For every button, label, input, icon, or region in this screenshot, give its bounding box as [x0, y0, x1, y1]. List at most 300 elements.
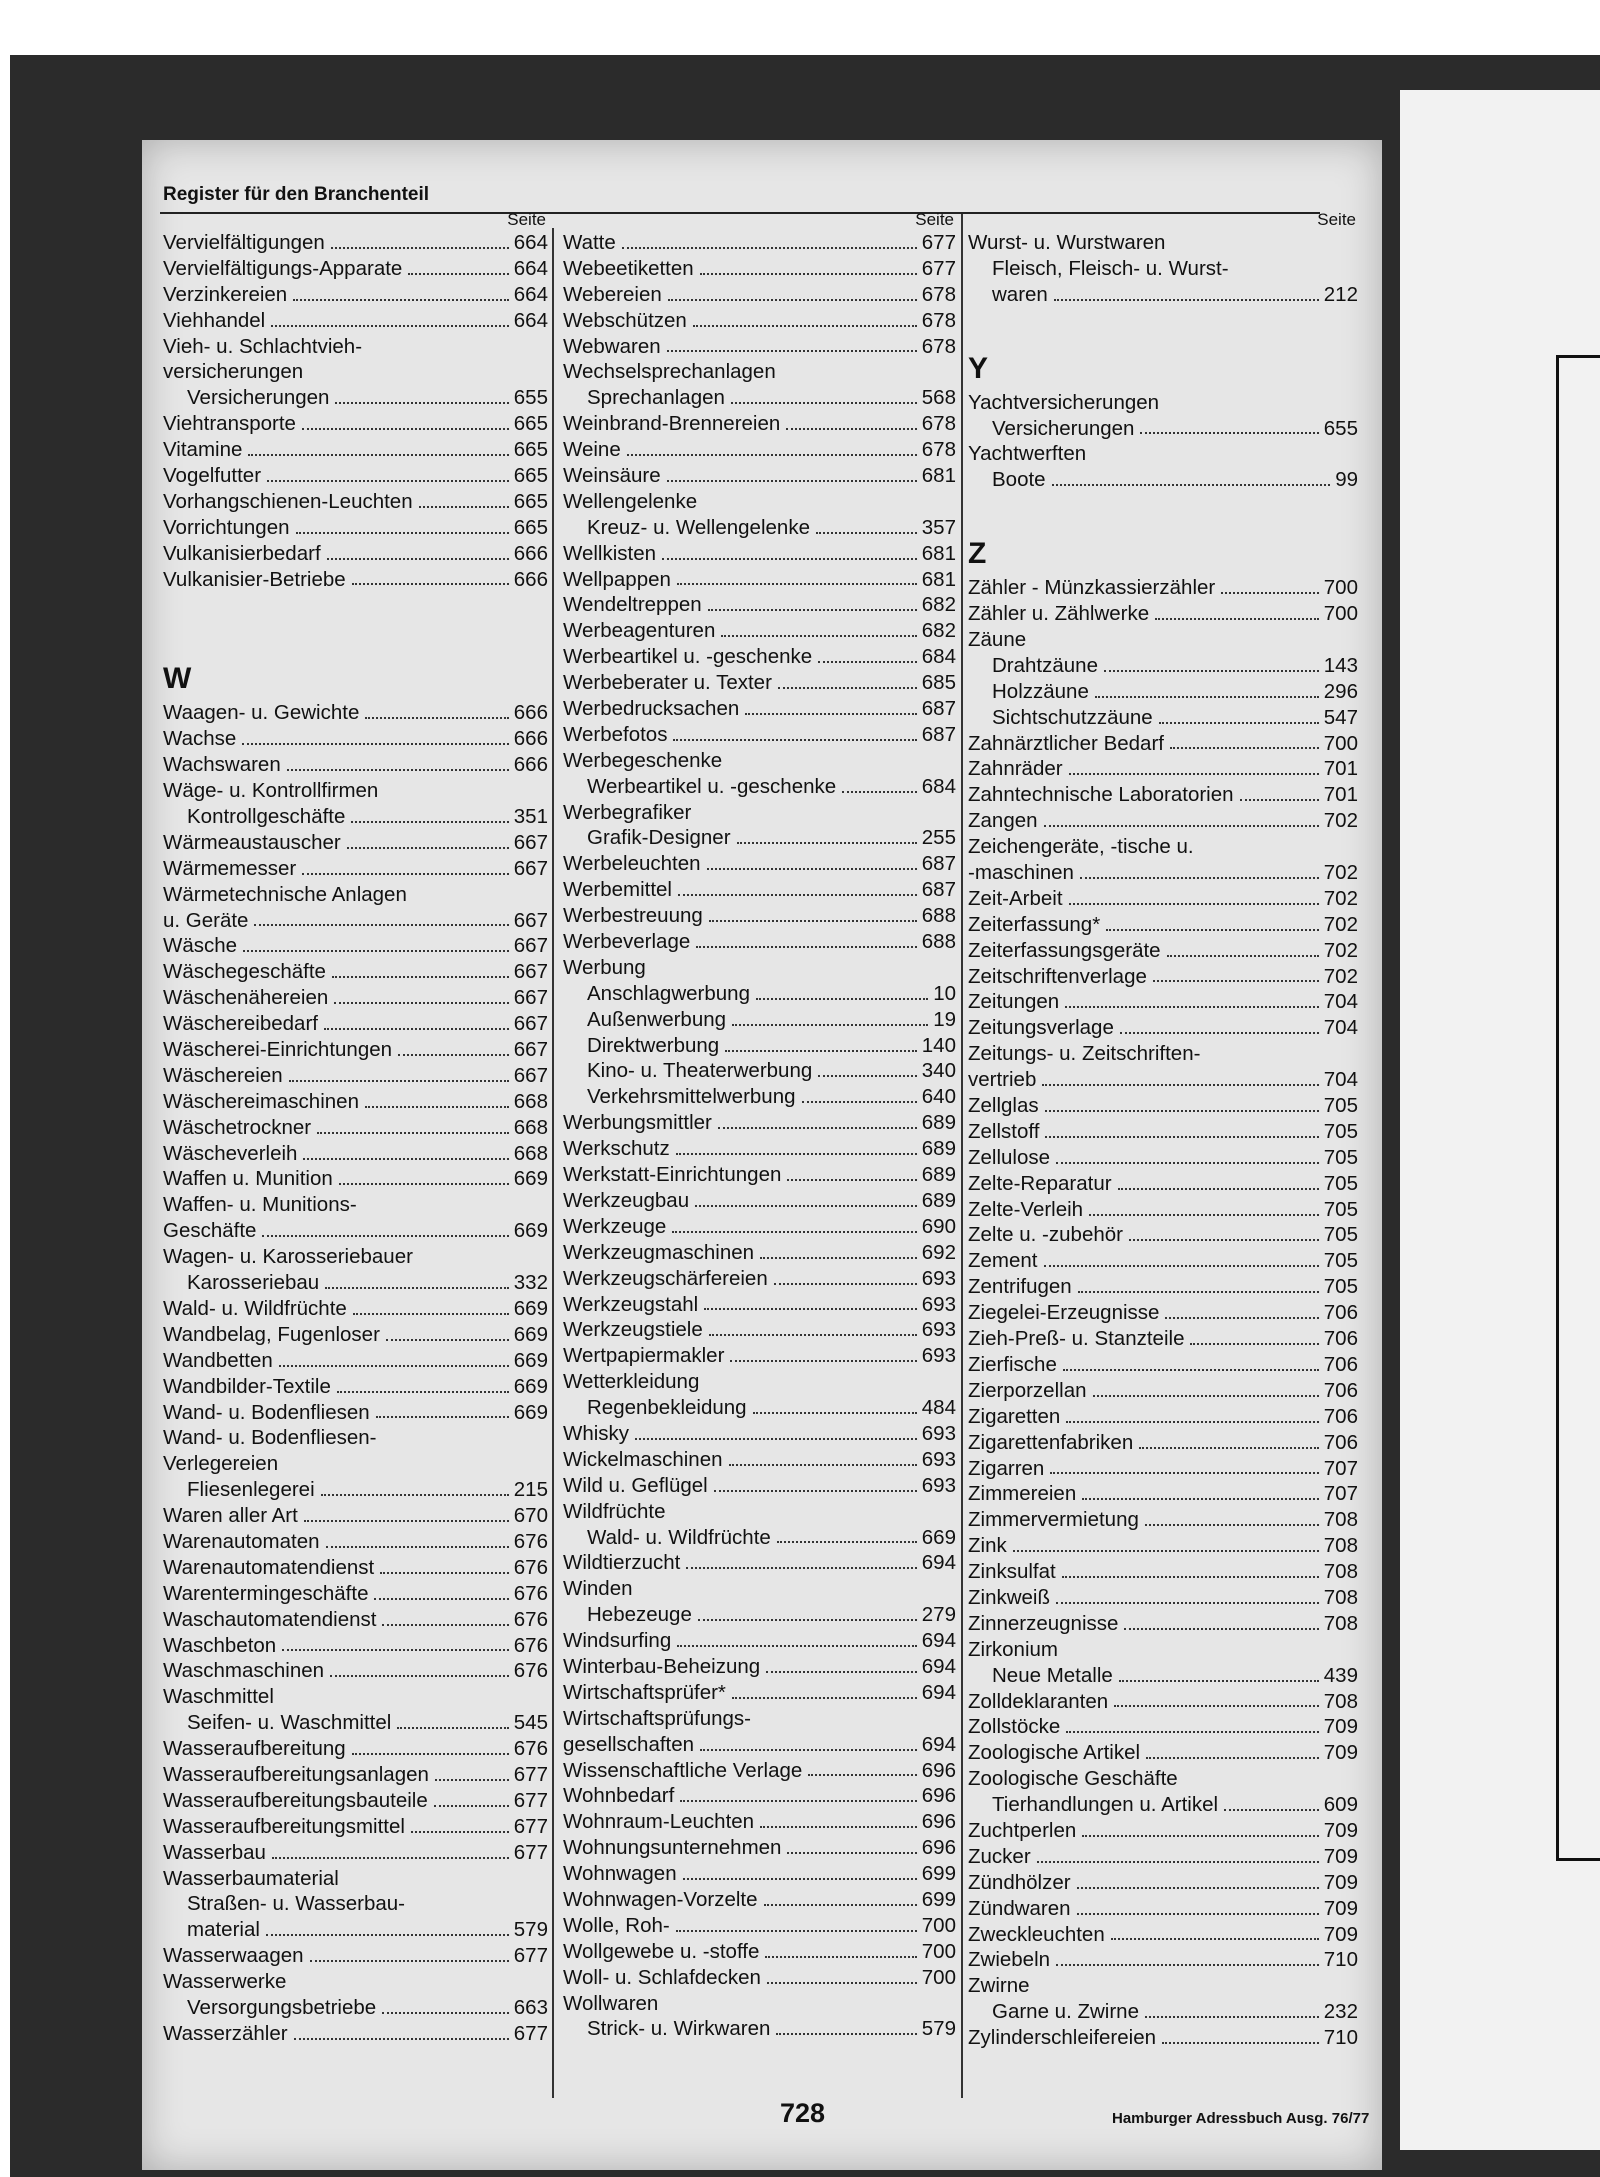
leader-dots: [374, 1598, 508, 1600]
page-ref: 699: [921, 1862, 956, 1886]
page-ref: 665: [513, 438, 548, 462]
index-entry: [163, 1503, 548, 1529]
leader-dots: [1065, 1006, 1319, 1008]
leader-dots: [317, 1132, 509, 1134]
page-ref: 693: [921, 1318, 956, 1342]
entry-term: Holzzäune: [992, 679, 1089, 703]
page-ref: 702: [1323, 861, 1358, 885]
index-entry: [163, 882, 548, 908]
entry-term: Werbeagenturen: [563, 619, 716, 643]
page-ref: 708: [1323, 1611, 1358, 1635]
page-ref: 699: [921, 1887, 956, 1911]
entry-term: Winterbau-Beheizung: [563, 1654, 761, 1678]
page-ref: 696: [921, 1758, 956, 1782]
entry-term: Windsurfing: [563, 1629, 672, 1653]
page-ref: 684: [921, 645, 956, 669]
index-entry: [563, 1473, 956, 1499]
leader-dots: [267, 480, 509, 482]
index-entry: [563, 618, 956, 644]
entry-term: Boote: [992, 468, 1046, 492]
index-subentry: [968, 416, 1358, 442]
page-ref: 677: [513, 1944, 548, 1968]
page-ref: 694: [921, 1680, 956, 1704]
index-entry: [968, 1378, 1358, 1404]
entry-term: gesellschaften: [563, 1732, 695, 1756]
entry-term: Zinnerzeugnisse: [968, 1611, 1119, 1635]
entry-term: Wasserzähler: [163, 2021, 288, 2045]
leader-dots: [1078, 1291, 1319, 1293]
entry-term: Grafik-Designer: [587, 826, 731, 850]
entry-term: Zolldeklaranten: [968, 1689, 1109, 1713]
index-entry: [968, 1533, 1358, 1559]
index-entry: [563, 308, 956, 334]
index-entry: [563, 1628, 956, 1654]
leader-dots: [287, 769, 509, 771]
entry-term: Werbegrafiker: [563, 800, 692, 824]
entry-term: Zündhölzer: [968, 1870, 1071, 1894]
index-entry: [163, 856, 548, 882]
entry-term: Werbedrucksachen: [563, 697, 740, 721]
leader-dots: [279, 1365, 509, 1367]
entry-term: Zucker: [968, 1844, 1031, 1868]
entry-term: Wellpappen: [563, 567, 671, 591]
leader-dots: [254, 924, 508, 926]
entry-term: Tierhandlungen u. Artikel: [992, 1793, 1219, 1817]
entry-term: Werbungsmittler: [563, 1111, 712, 1135]
entry-term: Werbeleuchten: [563, 852, 701, 876]
entry-term: Zigarettenfabriken: [968, 1430, 1134, 1454]
index-entry: [163, 1736, 548, 1762]
page-ref: 706: [1323, 1352, 1358, 1376]
page-ref: 700: [1323, 731, 1358, 755]
leader-dots: [1155, 618, 1319, 620]
index-entry: [563, 1861, 956, 1887]
index-entry: [163, 463, 548, 489]
index-subentry: [563, 385, 956, 411]
seite-label: Seite: [915, 210, 954, 229]
index-entry: [163, 1011, 548, 1037]
entry-term: Anschlagwerbung: [587, 981, 750, 1005]
page-ref: 547: [1323, 705, 1358, 729]
entry-term: Wetterkleidung: [563, 1370, 700, 1394]
index-entry: [968, 834, 1358, 860]
entry-term: Zellglas: [968, 1094, 1039, 1118]
leader-dots: [1069, 773, 1319, 775]
index-subentry: [163, 1995, 548, 2021]
page-ref: 706: [1323, 1327, 1358, 1351]
index-entry: [163, 308, 548, 334]
index-subentry: [563, 1602, 956, 1628]
index-entry: [563, 1421, 956, 1447]
leader-dots: [330, 1675, 509, 1677]
entry-term: Zeichengeräte, -tische u.: [968, 835, 1194, 859]
column-divider: [552, 228, 554, 2098]
page-ref: 677: [921, 230, 956, 254]
leader-dots: [324, 1028, 509, 1030]
leader-dots: [293, 299, 509, 301]
entry-term: Zentrifugen: [968, 1275, 1072, 1299]
index-entry: [163, 1788, 548, 1814]
leader-dots: [1140, 432, 1318, 434]
leader-dots: [1044, 825, 1319, 827]
page-ref: 678: [921, 412, 956, 436]
leader-dots: [271, 325, 509, 327]
page-ref: 676: [513, 1555, 548, 1579]
page-ref: 704: [1323, 990, 1358, 1014]
index-subentry: [563, 981, 956, 1007]
leader-dots: [808, 1774, 916, 1776]
entry-term: Werbestreuung: [563, 904, 703, 928]
entry-term: Zimmereien: [968, 1482, 1077, 1506]
entry-term: Wäschegeschäfte: [163, 960, 326, 984]
page-ref: 677: [513, 1814, 548, 1838]
page-ref: 678: [921, 334, 956, 358]
index-entry: [563, 282, 956, 308]
index-entry: [163, 1529, 548, 1555]
entry-term: Werkzeugschärfereien: [563, 1266, 768, 1290]
index-entry: [968, 1740, 1358, 1766]
entry-term: Zierfische: [968, 1352, 1057, 1376]
entry-term: Zinkweiß: [968, 1585, 1051, 1609]
index-entry: [163, 933, 548, 959]
index-subentry: [563, 2016, 956, 2042]
leader-dots: [662, 558, 917, 560]
entry-term: Werbeberater u. Texter: [563, 671, 772, 695]
leader-dots: [289, 1080, 509, 1082]
page-ref: 702: [1323, 886, 1358, 910]
entry-term: Versorgungsbetriebe: [187, 1995, 377, 2019]
index-entry: [563, 1240, 956, 1266]
index-entry: [968, 2025, 1358, 2051]
page-ref: 665: [513, 515, 548, 539]
entry-term: vertrieb: [968, 1068, 1037, 1092]
page-ref: 667: [513, 1063, 548, 1087]
column-divider: [961, 214, 963, 2098]
leader-dots: [1145, 2016, 1319, 2018]
index-subentry: [563, 1007, 956, 1033]
leader-dots: [842, 791, 917, 793]
leader-dots: [419, 506, 509, 508]
page-ref: 689: [921, 1163, 956, 1187]
index-entry: [968, 808, 1358, 834]
index-entry: [563, 696, 956, 722]
index-entry: [968, 601, 1358, 627]
leader-dots: [352, 583, 509, 585]
entry-term: Viehtransporte: [163, 412, 296, 436]
spacer: [968, 308, 1358, 334]
page-ref: 684: [921, 774, 956, 798]
page-ref: 669: [921, 1525, 956, 1549]
entry-term: Zellulose: [968, 1145, 1051, 1169]
index-entry: [563, 1913, 956, 1939]
entry-term: Verzinkereien: [163, 282, 288, 306]
index-entry: [968, 1300, 1358, 1326]
page-ref: 357: [921, 515, 956, 539]
page-ref: 694: [921, 1629, 956, 1653]
index-entry: [163, 985, 548, 1011]
index-entry: [968, 230, 1358, 256]
leader-dots: [766, 1671, 917, 1673]
index-entry: [163, 1322, 548, 1348]
page-ref: 669: [513, 1167, 548, 1191]
page-ref: 705: [1323, 1197, 1358, 1221]
leader-dots: [282, 1649, 509, 1651]
entry-term: Zement: [968, 1249, 1038, 1273]
entry-term: Webschützen: [563, 308, 687, 332]
page-ref: 705: [1323, 1171, 1358, 1195]
leader-dots: [1095, 696, 1319, 698]
entry-term: Sprechanlagen: [587, 386, 725, 410]
page-ref: 681: [921, 464, 956, 487]
index-entry: [968, 390, 1358, 416]
index-entry: [163, 1762, 548, 1788]
index-entry: [163, 1115, 548, 1141]
entry-term: Wollgewebe u. -stoffe: [563, 1939, 760, 1963]
index-entry: [968, 1611, 1358, 1637]
leader-dots: [677, 1645, 917, 1647]
entry-term: Straßen- u. Wasserbau-: [187, 1892, 405, 1916]
entry-term: Zahnärztlicher Bedarf: [968, 731, 1164, 755]
entry-term: Geschäfte: [163, 1219, 257, 1243]
leader-dots: [707, 868, 917, 870]
entry-term: Wasserwaagen: [163, 1944, 304, 1968]
entry-term: Wachswaren: [163, 753, 281, 777]
entry-term: Wäschereibedarf: [163, 1012, 318, 1036]
index-entry: [563, 722, 956, 748]
index-entry: [563, 592, 956, 618]
page-ref: 692: [921, 1240, 956, 1264]
index-entry: [968, 1223, 1358, 1249]
leader-dots: [718, 1127, 917, 1129]
index-subentry: [563, 1525, 956, 1551]
page-ref: 678: [921, 308, 956, 332]
page-ref: 709: [1323, 1741, 1358, 1765]
entry-term: Wohnwagen: [563, 1862, 677, 1886]
index-entry: [968, 731, 1358, 757]
entry-term: Zelte-Reparatur: [968, 1171, 1112, 1195]
entry-term: Weinbrand-Brennereien: [563, 412, 781, 436]
entry-term: Zäune: [968, 628, 1027, 651]
page-ref: 439: [1323, 1663, 1358, 1687]
index-entry: [163, 1037, 548, 1063]
index-entry: [163, 1374, 548, 1400]
leader-dots: [376, 1416, 509, 1418]
index-entry: [968, 1093, 1358, 1119]
page-ref: 670: [513, 1504, 548, 1528]
leader-dots: [351, 821, 508, 823]
index-entry: [163, 256, 548, 282]
leader-dots: [677, 583, 917, 585]
index-entry: [563, 748, 956, 774]
entry-term: Fliesenlegerei: [187, 1478, 315, 1502]
index-entry: [968, 756, 1358, 782]
page-ref: 579: [513, 1918, 548, 1942]
page-ref: 668: [513, 1141, 548, 1165]
entry-term: Wendeltreppen: [563, 593, 702, 617]
page-ref: 681: [921, 541, 956, 565]
entry-term: Wirtschaftsprüfer*: [563, 1680, 726, 1704]
page-ref: 140: [921, 1033, 956, 1057]
entry-term: Garne u. Zwirne: [992, 2000, 1139, 2024]
leader-dots: [676, 1930, 917, 1932]
page-ref: 705: [1323, 1094, 1358, 1118]
leader-dots: [732, 1697, 917, 1699]
leader-dots: [1114, 1705, 1319, 1707]
entry-term: Zangen: [968, 809, 1038, 833]
entry-term: Wasserwerke: [163, 1970, 287, 1994]
entry-term: Vorrichtungen: [163, 515, 290, 539]
leader-dots: [334, 1002, 509, 1004]
page-ref: 704: [1323, 1068, 1358, 1092]
page-ref: 668: [513, 1089, 548, 1113]
entry-term: Sichtschutzzäune: [992, 705, 1153, 729]
page-ref: 669: [513, 1296, 548, 1320]
index-entry: [563, 1136, 956, 1162]
entry-term: Wohnwagen-Vorzelte: [563, 1887, 758, 1911]
index-subentry: [563, 1033, 956, 1059]
leader-dots: [272, 1857, 509, 1859]
entry-term: Wohnungsunternehmen: [563, 1836, 782, 1860]
entry-term: Waschmittel: [163, 1685, 274, 1709]
page-ref: 664: [513, 282, 548, 306]
entry-term: Webwaren: [563, 334, 661, 358]
leader-dots: [693, 325, 917, 327]
entry-term: Warentermingeschäfte: [163, 1581, 369, 1605]
entry-term: -maschinen: [968, 861, 1074, 885]
leader-dots: [774, 1283, 917, 1285]
entry-term: Wagen- u. Karosseriebauer: [163, 1245, 413, 1269]
page-ref: 666: [513, 541, 548, 565]
leader-dots: [714, 1490, 917, 1492]
page-ref: 706: [1323, 1404, 1358, 1428]
index-entry: [163, 1141, 548, 1167]
entry-term: Werkzeugstiele: [563, 1318, 703, 1342]
page-ref: 667: [513, 1038, 548, 1062]
page-ref: 688: [921, 930, 956, 954]
index-entry: [968, 1248, 1358, 1274]
page-ref: 693: [921, 1421, 956, 1445]
index-entry: [563, 489, 956, 515]
entry-term: Vulkanisier-Betriebe: [163, 567, 346, 591]
index-entry: [968, 1947, 1358, 1973]
index-entry: [968, 1766, 1358, 1792]
entry-term: Wandbetten: [163, 1348, 273, 1372]
leader-dots: [1062, 1576, 1319, 1578]
entry-term: Wasseraufbereitung: [163, 1737, 346, 1761]
index-entry: [163, 1607, 548, 1633]
index-subentry: [563, 1059, 956, 1085]
entry-term: Wald- u. Wildfrüchte: [587, 1525, 771, 1549]
page-ref: 709: [1323, 1870, 1358, 1894]
leader-dots: [683, 1878, 917, 1880]
index-entry: [968, 1507, 1358, 1533]
leader-dots: [408, 273, 508, 275]
entry-term: Kontrollgeschäfte: [187, 805, 346, 829]
index-subentry: [563, 825, 956, 851]
index-entry: [968, 441, 1358, 467]
index-entry: [968, 1844, 1358, 1870]
leader-dots: [1044, 1265, 1319, 1267]
leader-dots: [1129, 1239, 1319, 1241]
index-entry: [563, 1654, 956, 1680]
page-ref: 693: [921, 1266, 956, 1290]
entry-term: Wurst- u. Wurstwaren: [968, 230, 1166, 254]
index-entry: [163, 359, 548, 385]
leader-dots: [787, 1179, 916, 1181]
page-ref: 663: [513, 1995, 548, 2019]
index-subentry: [163, 804, 548, 830]
entry-term: Werbeartikel u. -geschenke: [563, 645, 813, 669]
leader-dots: [686, 1567, 916, 1569]
index-entry: [163, 2021, 548, 2047]
entry-term: Vulkanisierbedarf: [163, 541, 321, 565]
index-entry: [163, 334, 548, 360]
page-ref: 676: [513, 1529, 548, 1553]
page-ref: 685: [921, 671, 956, 695]
index-entry: [563, 1110, 956, 1136]
page-ref: 666: [513, 727, 548, 751]
entry-term: Zeiterfassungsgeräte: [968, 938, 1161, 962]
leader-dots: [721, 635, 916, 637]
leader-dots: [1056, 1162, 1319, 1164]
page-ref: 665: [513, 489, 548, 513]
page-ref: 700: [921, 1965, 956, 1989]
index-entry: [163, 830, 548, 856]
page-ref: 705: [1323, 1119, 1358, 1143]
leader-dots: [1069, 903, 1319, 905]
entry-term: Wellengelenke: [563, 489, 698, 513]
page-ref: 669: [513, 1400, 548, 1424]
entry-term: Zeiterfassung*: [968, 912, 1101, 936]
leader-dots: [321, 1494, 509, 1496]
index-subentry: [163, 385, 548, 411]
index-entry: [163, 1400, 548, 1426]
leader-dots: [1077, 1913, 1319, 1915]
leader-dots: [709, 920, 917, 922]
leader-dots: [627, 454, 917, 456]
entry-term: Wandbilder-Textile: [163, 1374, 331, 1398]
index-entry: [968, 1119, 1358, 1145]
leader-dots: [1190, 1343, 1318, 1345]
page-ref: 689: [921, 1137, 956, 1161]
leader-dots: [1082, 1498, 1319, 1500]
leader-dots: [700, 273, 917, 275]
entry-term: Wechselsprechanlagen: [563, 360, 776, 384]
leader-dots: [397, 1727, 508, 1729]
page-ref: 702: [1323, 912, 1358, 936]
entry-term: Waagen- u. Gewichte: [163, 701, 360, 725]
page-ref: 709: [1323, 1896, 1358, 1920]
index-entry: [968, 1973, 1358, 1999]
page-ref: 296: [1323, 679, 1358, 703]
leader-dots: [296, 532, 509, 534]
page-ref: 705: [1323, 1249, 1358, 1273]
page-ref: 609: [1323, 1793, 1358, 1817]
page-ref: 143: [1323, 653, 1358, 677]
index-entry: [968, 886, 1358, 912]
entry-term: Werbeverlage: [563, 930, 691, 954]
leader-dots: [1119, 1680, 1319, 1682]
page-ref: 19: [933, 1007, 956, 1031]
index-entry: [163, 1089, 548, 1115]
leader-dots: [266, 1934, 509, 1936]
leader-dots: [1221, 592, 1319, 594]
page-ref: 702: [1323, 809, 1358, 833]
index-entry: [563, 437, 956, 463]
index-entry: [163, 1814, 548, 1840]
entry-term: Zoologische Geschäfte: [968, 1767, 1178, 1791]
leader-dots: [294, 2038, 509, 2040]
